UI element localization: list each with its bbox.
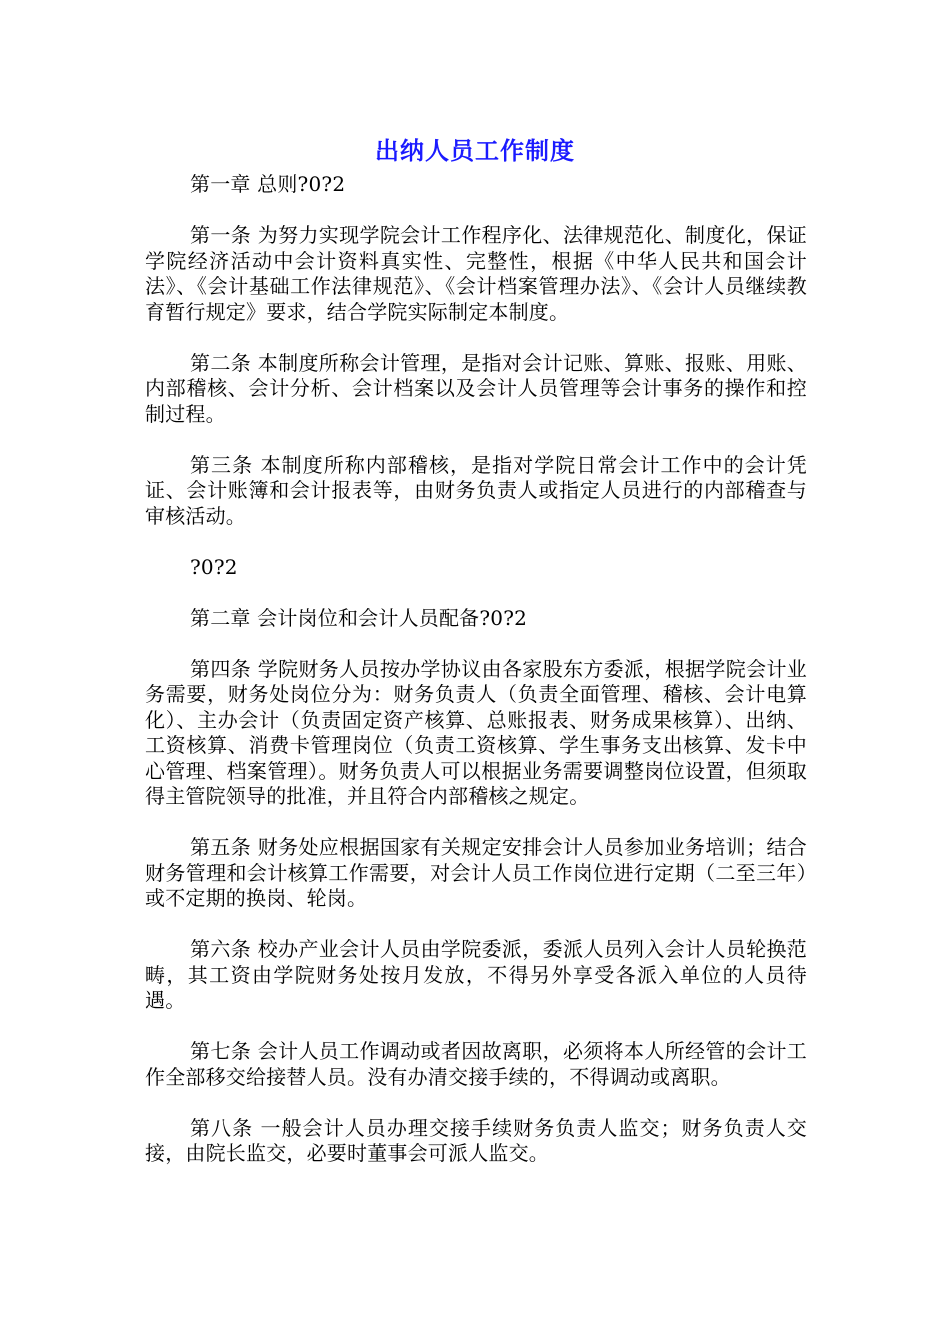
document-title: 出纳人员工作制度 bbox=[375, 137, 575, 165]
paragraph: 第七条 会计人员工作调动或者因故离职，必须将本人所经管的会计工作全部移交给接替人员。没有办清交接手续的，不得调动或离职。 bbox=[145, 1039, 807, 1089]
paragraph: ?0?2 bbox=[190, 554, 238, 579]
paragraph: 第六条 校办产业会计人员由学院委派，委派人员列入会计人员轮换范畴，其工资由学院财务处按月发放，不得另外享受各派入单位的人员待遇。 bbox=[145, 937, 807, 1012]
paragraph: 第一条 为努力实现学院会计工作程序化、法律规范化、制度化，保证学院经济活动中会计资料真实性、完整性，根据《中华人民共和国会计法》、《会计基础工作法律规范》、《会计档案管理办法》、《会计人员继续教育暂行规定》要求，结合学院实际制定本制度。 bbox=[145, 223, 807, 324]
paragraph: 第四条 学院财务人员按办学协议由各家股东方委派，根据学院会计业务需要，财务处岗位分为：财务负责人（负责全面管理、稽核、会计电算化）、主办会计（负责固定资产核算、总账报表、财务成果核算）、出纳、工资核算、消费卡管理岗位（负责工资核算、学生事务支出核算、发卡中心管理、档案管理）。财务负责人可以根据业务需要调整岗位设置，但须取得主管院领导的批准，并且符合内部稽核之规定。 bbox=[145, 656, 807, 808]
paragraph: 第三条 本制度所称内部稽核，是指对学院日常会计工作中的会计凭证、会计账簿和会计报表等，由财务负责人或指定人员进行的内部稽查与审核活动。 bbox=[145, 452, 807, 528]
paragraph: 第二条 本制度所称会计管理，是指对会计记账、算账、报账、用账、内部稽核、会计分析、会计档案以及会计人员管理等会计事务的操作和控制过程。 bbox=[145, 350, 807, 426]
paragraph: 第八条 一般会计人员办理交接手续财务负责人监交；财务负责人交接，由院长监交，必要时董事会可派人监交。 bbox=[145, 1115, 807, 1165]
paragraph: 第一章 总则?0?2 bbox=[190, 172, 346, 196]
paragraph: 第二章 会计岗位和会计人员配备?0?2 bbox=[190, 605, 528, 630]
paragraph: 第五条 财务处应根据国家有关规定安排会计人员参加业务培训；结合财务管理和会计核算工作需要，对会计人员工作岗位进行定期（二至三年）或不定期的换岗、轮岗。 bbox=[145, 835, 807, 910]
document-body bbox=[145, 172, 807, 1167]
